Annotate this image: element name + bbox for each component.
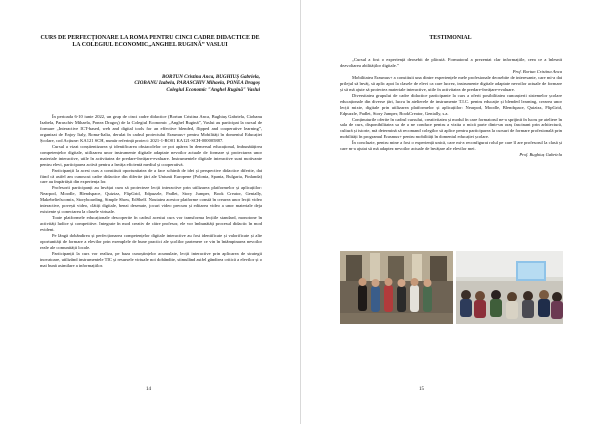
classroom-photo <box>456 251 563 324</box>
article-title: CURS DE PERFECȚIONARE LA ROMA PENTRU CINCI CADRE DIDACTICE DE LA COLEGIUL ECONOMIC„ANGHEL RUGINĂ” VASLUI <box>40 35 260 49</box>
paragraph: Participanții la curs vor realiza, pe baza cunoștințelor acumulate, lecții interactive prin aplicarea de strategii inovatoare, utilizând instrumentele TIC și resursele virtuale noi dobândite, stimulând astfel gândirea critică a elevilor și o mai bună asimilare a informațiilor. <box>40 250 262 268</box>
paragraph: În concluzie, pentru mine a fost o experiență unică, care mi-a reconfigurat rolul pe care îl are profesorul la clasă și care m-a ajutat să mă adaptez nevoilor actuale de învățare ale elevilor mei. <box>340 140 562 152</box>
paragraph: În perioada 6-10 iunie 2022, un grup de cinci cadre didactice (Bortun Cristina Anca, Bughiuș Gabriela, Ciobanu Izabela, Paraschiv Mihaela, Ponea Dragoș) de la Colegiul Economic „Anghel Rugină”, Vaslui au participat la cursul de formare „Interactive ICT-based, web and digital tools for an effective blended, flipped and cooperative learning”, organizat de Enjoy Italy, Roma-Italia, derulat în cadrul proiectului Erasmus+ pentru Mobilități în domeniul Educației Școlare, cod Acțiune: KA121 SCH, număr referință proiect: 2021-1-RO01 KA121-SCH-000005887. <box>40 114 262 143</box>
paragraph: Diversitatea grupului de cadre didactice participante la curs a oferit posibilitatea cunoașterii sistemelor școlare educaționale din diverse țări, lucru în atelierele de instrumente T.I.C. pentru educație și blended learning, crearea unor lecții mixte, digitale prin utilizarea platformelor și aplicațiilor: Nearpod, Moodle, Blendspace, Quizizz, FlipGrid, Edpuzzle, Padlet, Story Jumper, BookCreator, Genially, s.a. <box>340 92 562 116</box>
article-body <box>40 114 262 269</box>
page-number: 15 <box>419 387 424 392</box>
group-photo <box>340 251 453 324</box>
signature: Prof. Bughiuș Gabriela <box>519 152 562 158</box>
paragraph: Cursul a vizat conștientizarea și identificarea obstacolelor ce pot apărea în demersul educațional, îmbunătățirea competențelor digitale, utilizarea unor instrumente digitale adaptate nevoilor actuale de formare și proiectarea unor materiale interactive, utile în activitatea de predare-învățare-evaluare. Instrumentele digitale interactive sunt motivante pentru elevi, participarea activă pentru a învăța eficientă mediul și cooperativă. <box>40 143 262 167</box>
paragraph: Mobilitatea Erasmus+ a constituit una dintre experiențele mele profesionale deosebite de interesante, care mi-a dat prilejul să învăț, să aplic apoi la clasele de elevi ca care lucrez, instrumente digitale adaptate nevoilor actuale de formare și să mă ajute să proiectez materiale interactive, utile în activitatea de predare-învățare-evaluare. <box>340 74 562 92</box>
testimonial-title: TESTIMONIAL <box>429 35 472 41</box>
testimonial-body <box>340 57 562 158</box>
paragraph: Pe lângă dobândirea și perfecționarea competențelor digitale interactive au fost identificate și valorificate și alte oportunități de formare a elevilor prin exemplele de bune practici ale școlilor partenere ce vin în întâmpinarea nevoilor reale ale comunității locale. <box>40 233 262 250</box>
page-number: 14 <box>146 387 151 392</box>
paragraph: Toate platformele educaționale descoperite în cadrul acestui curs vor transforma lecțiile standard, monotone în activități ludice și competitive. Integrate în mod creativ de către profesor, ele vor îmbunătăți procesul didactic în mod evident. <box>40 215 262 233</box>
paragraph: Conținuturile oferite în cadrul cursului, creativitatea și modul în care formatorul ne-a sprijinit în lucru pe ateliere în sala de curs, disponibilitatea sa de a ne conduce pentru a vizita o mică parte dintr-un oraș fascinant prin arhitectură, cultură și istorie, mă determină să recomand colegilor să aplice pentru participarea la cursuri de formare profesională prin mobilități în programul Erasmus+ pentru mobilități în domeniul educației școlare. <box>340 116 562 140</box>
paragraph: „Cursul a fost o experiență deosebit de plăcută. Formatorul a prezentat clar informațiile, ceea ce a înlesnit dezvoltarea abilităților digitale.” <box>340 57 562 68</box>
authors-line-3: Colegiul Economic "Anghel Rugină" Vaslui <box>166 86 260 93</box>
paragraph: Profesorii participanți au învățat cum să proiecteze lecții interactive prin utilizarea platformelor și aplicațiilor: Nearpod, Moodle, Blendspace, Quizizz, FlipGrid, Edpuzzle, Padlet, Story Jumper, Book Creator, Genially, Makebeliefscomix, Storyboarding, Simple Show, EdShelf. Noutatea acestor platforme constă în crearea unor lecții video interactive, povești video, clătiți digitale, benzi desenate, jocuri video precum și editarea video a unor materiale deja existente și conectarea la clasele virtuale. <box>40 185 262 215</box>
authors-line-2: CIOBANU Izabela, PARASCHIV Mihaela, PONEA Dragoș <box>134 80 260 87</box>
paragraph: Participanții la acest curs a constituit oportunitatea de a face schimb de idei și perspective didactice diferite, dat fiind că astfel am cunoscut cadre didactice din diferite țări ale Uniunii Europene (Polonia, Spania, Bulgaria, Finlanda) care au împărtășit din experiența lor. <box>40 167 262 185</box>
right-page <box>301 0 600 424</box>
signature: Prof. Bortun Cristina Anca <box>512 68 562 74</box>
authors-line-1: BORTUN Cristina Anca, BUGHIUȘ Gabriela, <box>161 74 260 80</box>
authors-block <box>80 74 260 93</box>
